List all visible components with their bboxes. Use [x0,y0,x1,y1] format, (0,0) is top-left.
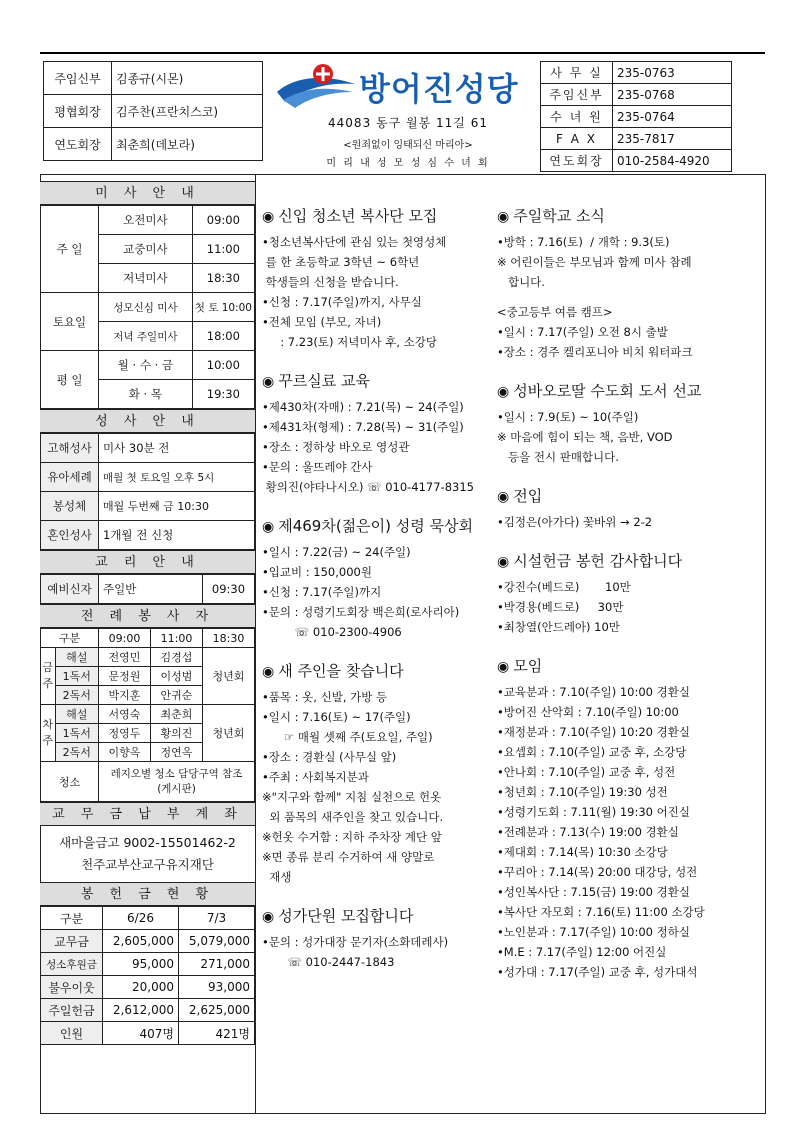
notice-line: •M.E : 7.17(주일) 12:00 어진실 [497,945,667,959]
notice-line: 재생 [262,870,292,884]
offering-value: 407명 [103,1022,179,1045]
notice-column-b [497,205,762,1000]
contact-label: F A X [541,128,613,150]
notice-line: 합니다. [497,275,545,289]
notice-line: •성인복사단 : 7.15(금) 19:00 경환실 [497,885,690,899]
notice-line: •전체 모임 (부모, 자녀) [262,315,382,329]
sacrament-value: 매월 두번째 금 10:30 [99,492,255,521]
notice-line: 학생들의 신청을 받습니다. [262,275,399,289]
doctrine-value: 주일반 [99,575,203,604]
server-name: 김경섭 [150,648,202,667]
notice-line: •일시 : 7.22(금) ~ 24(주일) [262,545,411,559]
offering-label: 주일헌금 [41,999,103,1022]
church-address: 44083 동구 월봉 11길 61 [328,116,488,130]
bullet-icon: ◉ [262,519,275,535]
mass-name: 화 · 목 [99,380,193,409]
church-logo [275,62,530,110]
mass-name: 월 · 수 · 금 [99,351,193,380]
account-box [40,826,255,882]
server-name: 박지훈 [99,686,151,705]
server-name: 문정원 [99,667,151,686]
account-holder: 천주교부산교구유지재단 [81,857,214,872]
notice-line: •안나회 : 7.10(주일) 교중 후, 성전 [497,765,676,779]
offering-col-header: 7/3 [179,907,255,930]
notice-line: •방학 : 7.16(토) / 개학 : 9.3(토) [497,235,670,249]
congregation-name: 미 리 내 성 모 성 심 수 녀 회 [326,158,490,169]
offering-value: 2,605,000 [103,930,179,953]
account-title: 교 무 금 납 부 계 좌 [40,802,255,826]
notice-line: •신청 : 7.17(주일)까지, 사무실 [262,295,422,309]
notice-title-text: 제469차(젊은이) 성령 묵상회 [278,517,473,535]
notice-line: ※헌옷 수거함 : 지하 주차장 계단 앞 [262,830,442,844]
notice-title-text: 꾸르실료 교육 [278,372,370,390]
mass-time: 11:00 [192,235,254,264]
notice-line: ☏ 010-2447-1843 [262,955,395,969]
offering-value: 2,612,000 [103,999,179,1022]
offering-value: 5,079,000 [179,930,255,953]
notice-title-text: 모임 [513,657,543,675]
offering-label: 성소후원금 [41,953,103,976]
account-number: 새마을금고 9002-15501462-2 [59,835,236,850]
server-role: 해설 [55,705,99,724]
notice-line: •최창열(안드레아) 10만 [497,620,620,634]
servers-col-header: 11:00 [150,629,202,648]
notice-line: •성가대 : 7.17(주일) 교중 후, 성가대석 [497,965,698,979]
notice-title [262,905,498,926]
notice-line: •제431차(형제) : 7.28(목) ~ 31(주일) [262,420,464,434]
mass-name: 교중미사 [99,235,193,264]
notice-title [497,550,762,571]
sacrament-label: 유아세례 [41,463,99,492]
notice-line: •품목 : 옷, 신발, 가방 등 [262,690,388,704]
offering-value: 20,000 [103,976,179,999]
doctrine-time: 09:30 [203,575,255,604]
church-name: 방어진성당 [359,70,519,108]
mass-time: 18:00 [192,322,254,351]
notice-title-text: 신입 청소년 복사단 모집 [278,207,438,225]
contact-value: 235-0768 [613,84,732,106]
notice-line: •박경용(베드로) 30만 [497,600,624,614]
cleaning-label: 청소 [41,762,99,802]
notice-line: : 7.23(토) 저녁미사 후, 소강당 [262,335,437,349]
notice-line: •강진수(베드로) 10만 [497,580,631,594]
mass-time: 18:30 [192,264,254,293]
notice-line: •청소년복사단에 관심 있는 첫영성체 [262,235,447,249]
header-left-value: 최춘희(데보라) [112,128,263,161]
server-role: 1독서 [55,667,99,686]
contact-value: 235-0764 [613,106,732,128]
column-divider [255,174,256,1114]
notice-section [497,205,762,362]
notice-title-text: 시설헌금 봉헌 감사합니다 [513,552,683,570]
notice-line: ※ 어린이들은 부모님과 함께 미사 참례 [497,255,692,269]
mass-name: 오전미사 [99,206,193,235]
notice-section [262,905,498,972]
bullet-icon: ◉ [262,909,275,925]
server-name: 이향옥 [99,743,151,762]
offering-label: 불우이웃 [41,976,103,999]
header-left-value: 김종규(시몬) [112,62,263,95]
notice-line: ※면 종류 분리 수거하여 새 양말로 [262,850,435,864]
notice-line: •재정분과 : 7.10(주일) 10:20 경환실 [497,725,690,739]
notice-line: •일시 : 7.16(토) ~ 17(주일) [262,710,411,724]
sacraments-table [40,433,255,550]
notice-line: •주최 : 사회복지분과 [262,770,369,784]
offering-value: 271,000 [179,953,255,976]
notice-column-a [262,205,498,990]
header-left-value: 김주찬(프란치스코) [112,95,263,128]
servers-title: 전 례 봉 사 자 [40,604,255,628]
notice-title [262,370,498,391]
notice-title-text: 새 주인을 찾습니다 [278,662,404,680]
notice-title [497,380,762,401]
contact-label: 사 무 실 [541,62,613,84]
notice-line: •제430차(자매) : 7.21(목) ~ 24(주일) [262,400,464,414]
notice-title-text: 주일학교 소식 [513,207,605,225]
bullet-icon: ◉ [262,374,275,390]
bullet-icon: ◉ [262,664,275,680]
offering-col-header: 6/26 [103,907,179,930]
notice-section [262,205,498,352]
notice-section [497,655,762,982]
bullet-icon: ◉ [497,659,510,675]
server-role: 해설 [55,648,99,667]
header-left-label: 주임신부 [44,62,112,95]
church-motto: <원죄없이 잉태되신 마리아> [343,140,473,151]
mass-time: 09:00 [192,206,254,235]
server-youth: 청년회 [202,705,254,762]
server-name: 최춘희 [150,705,202,724]
offering-title: 봉 헌 금 현 황 [40,882,255,906]
notice-title [497,655,762,676]
notice-title [497,485,762,506]
offering-col-header: 구분 [41,907,103,930]
notice-section [262,370,498,497]
sacrament-label: 봉성체 [41,492,99,521]
notice-line: •장소 : 경환실 (사무실 앞) [262,750,397,764]
notice-line [497,292,762,302]
bullet-icon: ◉ [497,489,510,505]
notice-line: •복사단 자모회 : 7.16(토) 11:00 소강당 [497,905,705,919]
server-name: 서영숙 [99,705,151,724]
mass-name: 저녁미사 [99,264,193,293]
notice-line: •신청 : 7.17(주일)까지 [262,585,382,599]
bullet-icon: ◉ [497,384,510,400]
servers-col-header: 09:00 [99,629,151,648]
sacrament-value: 미사 30분 전 [99,434,255,463]
sacrament-label: 고해성사 [41,434,99,463]
notice-line: •제대회 : 7.14(목) 10:30 소강당 [497,845,668,859]
sunday-label: 주 일 [41,206,99,293]
mass-title: 미 사 안 내 [40,181,255,205]
sacrament-value: 1개월 전 신청 [99,521,255,550]
next-week-label: 차주 [41,705,56,762]
header-left-table [43,61,263,161]
header-left-label: 연도회장 [44,128,112,161]
sacrament-label: 혼인성사 [41,521,99,550]
notice-section [262,660,498,887]
notice-line: •청년회 : 7.10(주일) 19:30 성전 [497,785,668,799]
server-name: 황의진 [150,724,202,743]
offering-label: 인원 [41,1022,103,1045]
mass-time: 10:00 [192,351,254,380]
notice-line: •성령기도회 : 7.11(월) 19:30 어진실 [497,805,690,819]
servers-col-header: 구분 [41,629,99,648]
offering-value: 93,000 [179,976,255,999]
server-role: 2독서 [55,686,99,705]
notice-line: •일시 : 7.9(토) ~ 10(주일) [497,410,639,424]
notice-line: •입교비 : 150,000원 [262,565,372,579]
notice-line: •장소 : 정하상 바오로 영성관 [262,440,410,454]
header-left-label: 평협회장 [44,95,112,128]
contact-value: 010-2584-4920 [613,150,732,172]
saturday-label: 토요일 [41,293,99,351]
bullet-icon: ◉ [497,554,510,570]
server-role: 1독서 [55,724,99,743]
contact-value: 235-7817 [613,128,732,150]
server-name: 정영두 [99,724,151,743]
notice-section [497,485,762,532]
notice-title [262,515,498,536]
notice-title [497,205,762,226]
contact-label: 수 녀 원 [541,106,613,128]
doctrine-title: 교 리 안 내 [40,550,255,574]
notice-title-text: 전입 [513,487,543,505]
bullet-icon: ◉ [262,209,275,225]
notice-section [262,515,498,642]
notice-title [262,205,498,226]
notice-line: •문의 : 성령기도회장 백은희(로사리아) [262,605,460,619]
notice-line: 외 품목의 새주인을 찾고 있습니다. [262,810,444,824]
servers-col-header: 18:30 [202,629,254,648]
sacraments-title: 성 사 안 내 [40,409,255,433]
servers-table [40,628,255,802]
server-role: 2독서 [55,743,99,762]
mass-table [40,205,255,409]
offering-label: 교무금 [41,930,103,953]
notice-line: ※ 마음에 힘이 되는 책, 음반, VOD [497,430,673,444]
doctrine-table [40,574,255,604]
notice-line: •문의 : 성가대장 문기자(소화데레사) [262,935,449,949]
header-contact-table [540,61,732,172]
server-name: 전영민 [99,648,151,667]
notice-title-text: 성가단원 모집합니다 [278,907,414,925]
server-name: 이성범 [150,667,202,686]
notice-line: 등을 전시 판매합니다. [497,450,619,464]
notice-line: ※"지구와 함께" 지침 실천으로 헌옷 [262,790,442,804]
doctrine-label: 예비신자 [41,575,99,604]
contact-label: 주임신부 [541,84,613,106]
mass-name: 저녁 주일미사 [99,322,193,351]
notice-title-text: 성바오로딸 수도회 도서 선교 [513,382,702,400]
weekday-label: 평 일 [41,351,99,409]
cleaning-value: 레지오별 청소 담당구역 참조 (게시판) [99,762,255,802]
church-emblem-icon [275,62,357,110]
contact-label: 연도회장 [541,150,613,172]
notice-line: ☏ 010-2300-4906 [262,625,402,639]
mass-time: 첫 토 10:00 [192,293,254,322]
notice-line: ☞ 매월 셋째 주(토요일, 주일) [262,730,433,744]
notice-title [262,660,498,681]
notice-line: •장소 : 경주 켈리포니아 비치 워터파크 [497,345,693,359]
notice-line: •꾸리아 : 7.14(목) 20:00 대강당, 성전 [497,865,698,879]
notice-line: •요셉회 : 7.10(주일) 교중 후, 소강당 [497,745,687,759]
mass-time: 19:30 [192,380,254,409]
header-rule [40,52,765,54]
notice-section [497,550,762,637]
notice-line: 황의진(야타나시오) ☏ 010-4177-8315 [262,480,474,494]
offering-value: 2,625,000 [179,999,255,1022]
notice-line: •일시 : 7.17(주일) 오전 8시 출발 [497,325,668,339]
notice-line: •문의 : 울뜨레야 간사 [262,460,373,474]
offering-value: 95,000 [103,953,179,976]
notice-line: •김정은(아가다) 꽃바위 → 2-2 [497,515,653,529]
offering-value: 421명 [179,1022,255,1045]
server-youth: 청년회 [202,648,254,705]
offering-table [40,906,255,1045]
this-week-label: 금주 [41,648,56,705]
left-column [40,181,255,1045]
notice-line: •전례분과 : 7.13(수) 19:00 경환실 [497,825,679,839]
contact-value: 235-0763 [613,62,732,84]
notice-line: •노인분과 : 7.17(주일) 10:00 정하실 [497,925,690,939]
notice-section [497,380,762,467]
mass-name: 성모신심 미사 [99,293,193,322]
notice-line: 를 한 초등학교 3학년 ~ 6학년 [262,255,420,269]
notice-line: •방어진 산악회 : 7.10(주일) 10:00 [497,705,679,719]
notice-line: <중고등부 여름 캠프> [497,305,613,319]
bullet-icon: ◉ [497,209,510,225]
notice-line: •교육분과 : 7.10(주일) 10:00 경환실 [497,685,690,699]
sacrament-value: 매월 첫 토요일 오후 5시 [99,463,255,492]
server-name: 정연옥 [150,743,202,762]
server-name: 안귀순 [150,686,202,705]
